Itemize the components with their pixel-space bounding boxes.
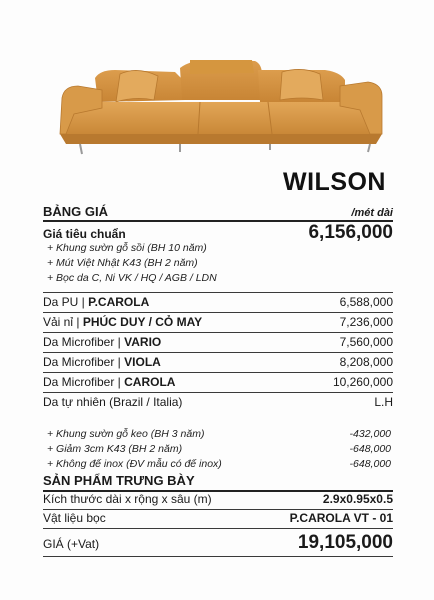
adjustment-row (47, 428, 391, 440)
product-name: WILSON (283, 168, 386, 196)
material-price: 6,588,000 (339, 295, 393, 309)
material-type: Da tự nhiên (Brazil / Italia) (43, 395, 183, 409)
material-name: PHÚC DUY / CỎ MAY (82, 315, 203, 329)
material-row (43, 355, 393, 369)
display-price-label: GIÁ (+Vat) (43, 537, 100, 551)
material-row (43, 315, 393, 329)
material-type: Da Microfiber | (43, 355, 125, 369)
size-value: 2.9x0.95x0.5 (322, 492, 393, 506)
price-header (43, 204, 393, 219)
adjustment-row (47, 458, 391, 470)
adjustment-label: + Khung sườn gỗ keo (BH 3 năm) (47, 428, 205, 440)
material-price: 8,208,000 (339, 355, 393, 369)
size-row (43, 492, 393, 506)
material-row (43, 375, 393, 389)
adjustment-row (47, 443, 391, 455)
material-price: 7,236,000 (339, 315, 393, 329)
display-price-row (43, 532, 393, 554)
material-type: Vải nỉ | (43, 315, 83, 329)
material-type: Da PU | (43, 295, 89, 309)
sofa-image (40, 30, 400, 165)
upholstery-label: Vật liệu bọc (43, 511, 106, 525)
material-price: 7,560,000 (339, 335, 393, 349)
standard-price-value: 6,156,000 (308, 222, 393, 243)
material-row (43, 395, 393, 409)
divider (43, 352, 393, 353)
divider (43, 392, 393, 393)
material-name: P.CAROLA (88, 295, 150, 309)
material-name: VARIO (124, 335, 162, 349)
material-type: Da Microfiber | (43, 375, 125, 389)
divider (43, 292, 393, 293)
material-type: Da Microfiber | (43, 335, 125, 349)
material-price: 10,260,000 (332, 375, 393, 389)
display-price-value: 19,105,000 (297, 532, 393, 553)
price-header-label: BẢNG GIÁ (43, 204, 108, 219)
divider (43, 556, 393, 557)
material-price: L.H (374, 395, 393, 409)
adjustment-label: + Giảm 3cm K43 (BH 2 năm) (47, 443, 183, 455)
divider (43, 509, 393, 510)
price-unit: /mét dài (351, 207, 393, 219)
standard-note: + Mút Việt Nhật K43 (BH 2 năm) (47, 257, 198, 269)
divider (43, 528, 393, 529)
display-product-header: SẢN PHẨM TRƯNG BÀY (43, 473, 195, 488)
divider (43, 312, 393, 313)
display-product-header-row (43, 473, 393, 488)
size-label: Kích thước dài x rộng x sâu (m) (43, 492, 212, 506)
adjustment-value: -432,000 (349, 428, 391, 440)
material-row (43, 295, 393, 309)
standard-price-row (43, 222, 393, 244)
adjustment-label: + Không đế inox (ĐV mẫu có đế inox) (47, 458, 222, 470)
adjustment-value: -648,000 (349, 458, 391, 470)
divider (43, 332, 393, 333)
adjustment-value: -648,000 (349, 443, 391, 455)
price-table (43, 200, 393, 590)
material-row (43, 335, 393, 349)
divider (43, 372, 393, 373)
material-name: VIOLA (124, 355, 161, 369)
standard-price-label: Giá tiêu chuẩn (43, 227, 126, 241)
material-name: CAROLA (124, 375, 176, 389)
upholstery-value: P.CAROLA VT - 01 (289, 511, 393, 525)
standard-note: + Bọc da C, Ni VK / HQ / AGB / LDN (47, 272, 217, 284)
upholstery-row (43, 511, 393, 525)
standard-note: + Khung sườn gỗ sồi (BH 10 năm) (47, 242, 207, 254)
